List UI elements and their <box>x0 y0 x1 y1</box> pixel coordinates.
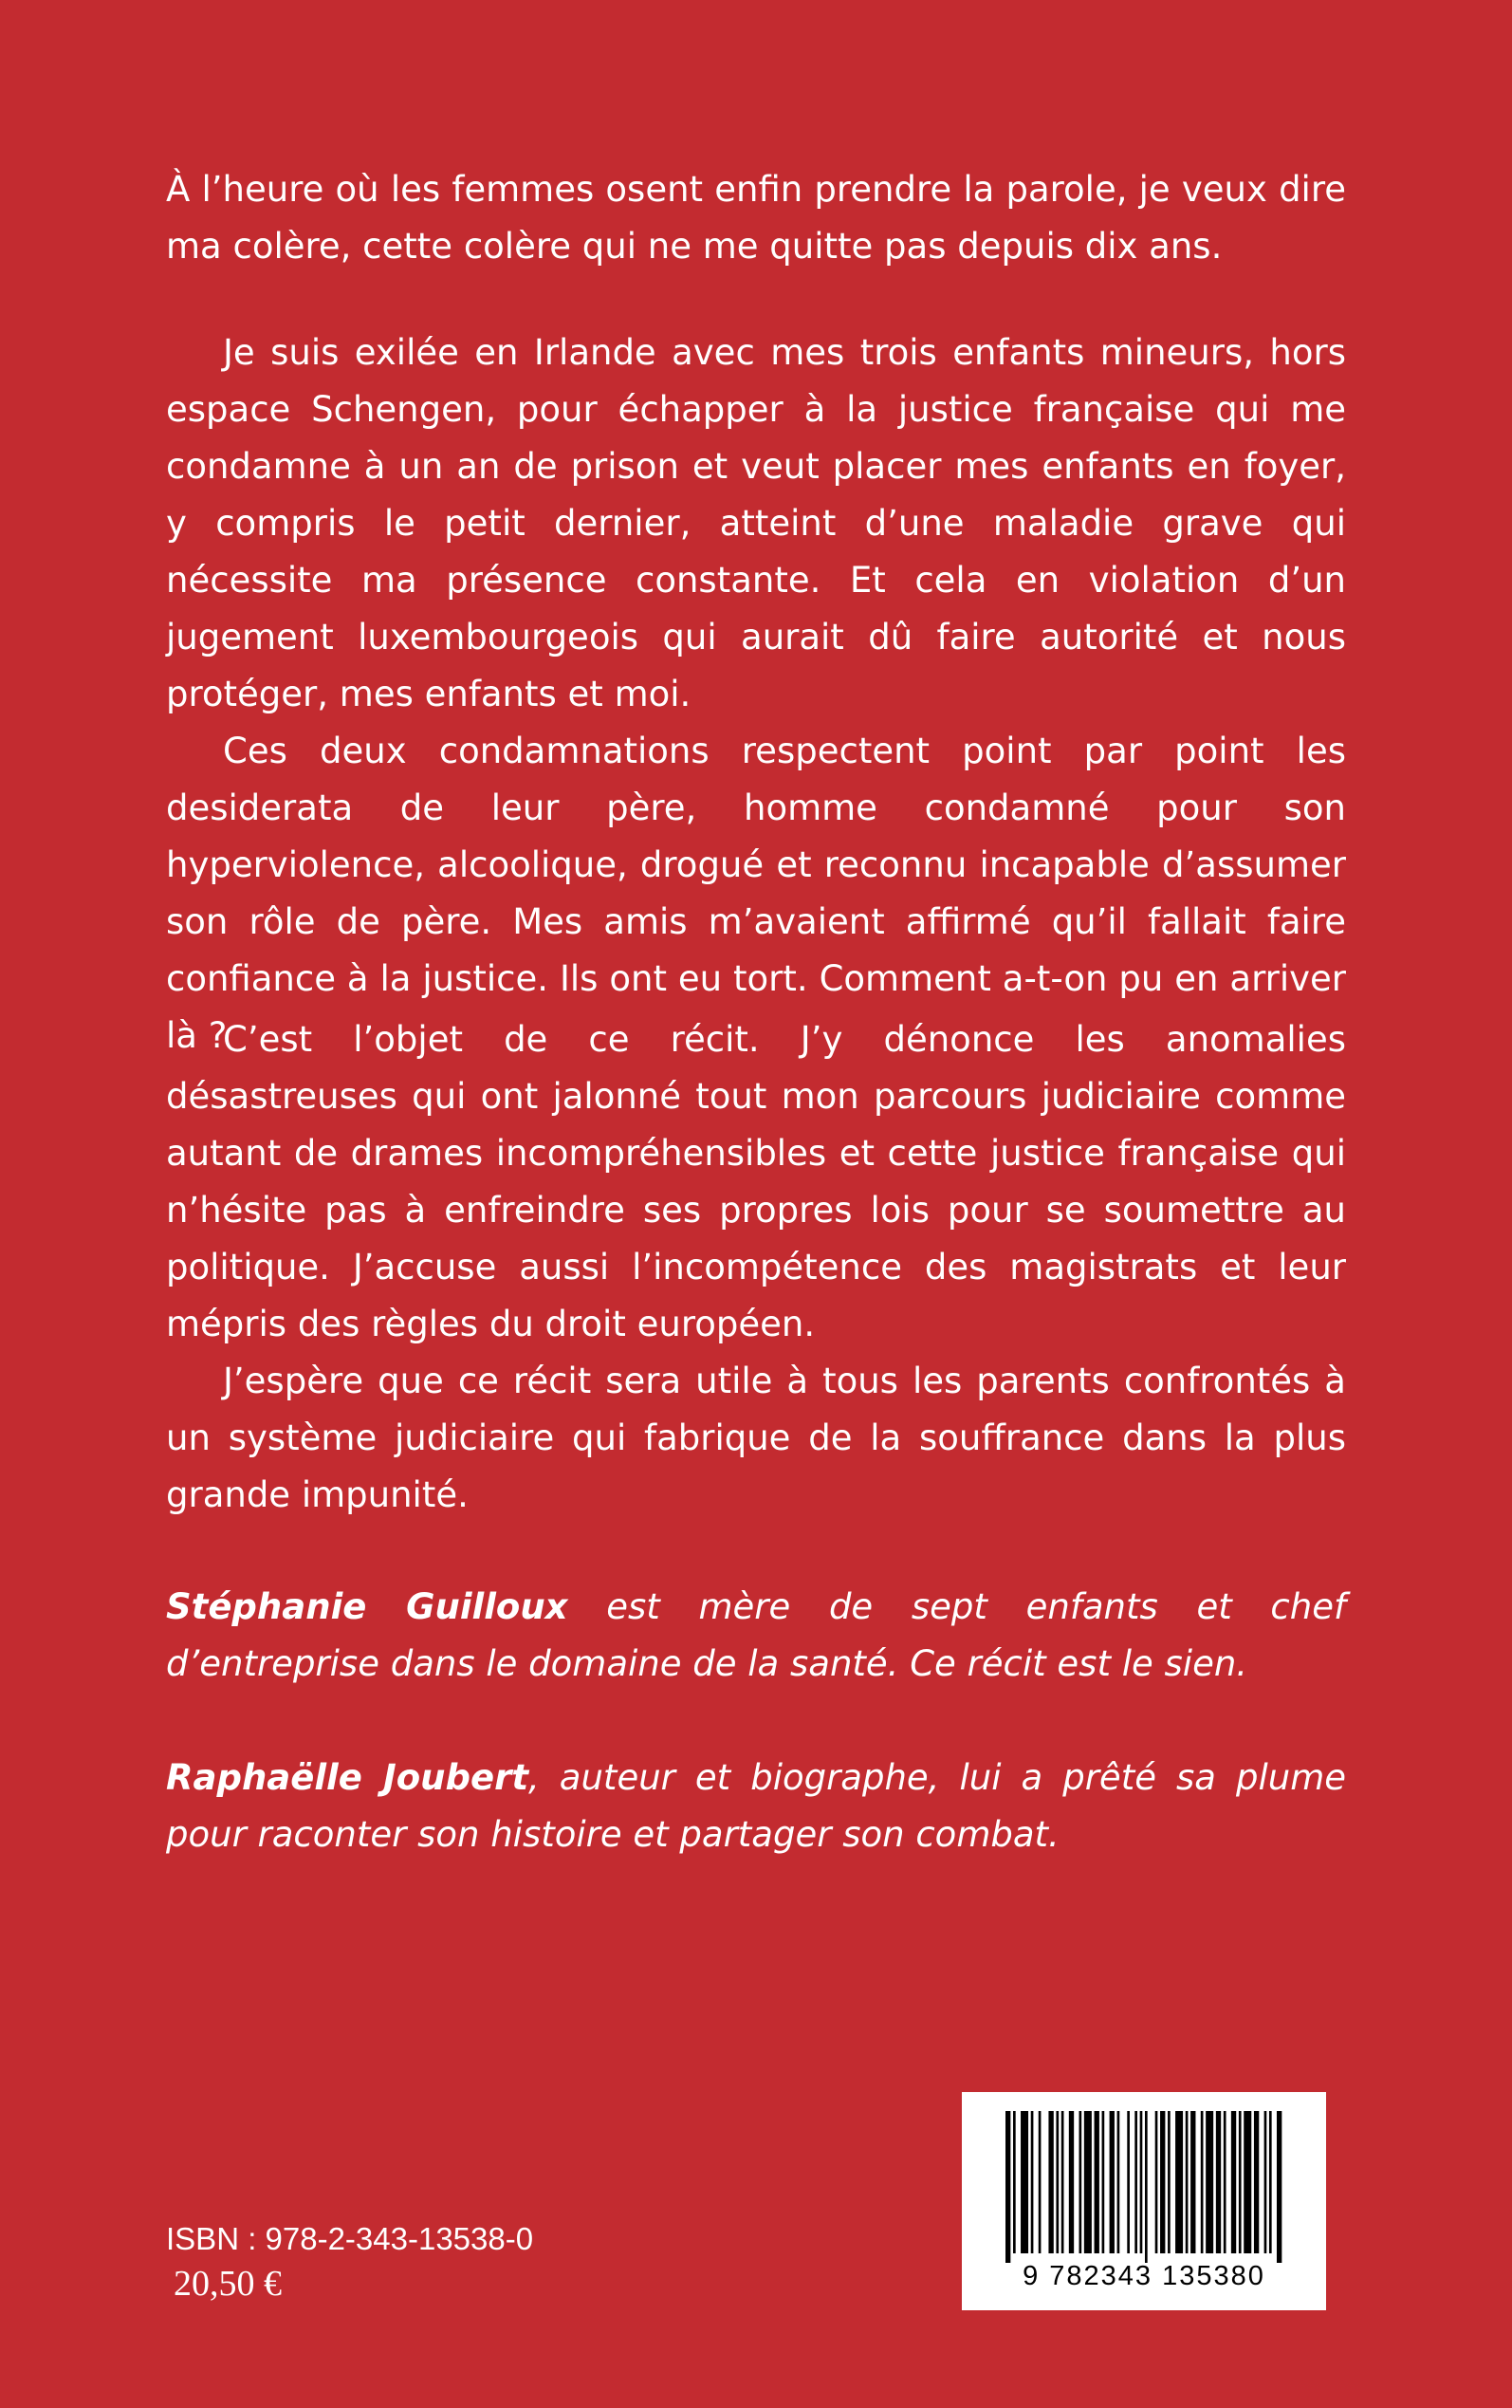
condemnation-paragraph: Ces deux condamnations respectent point par point les desiderata de leur père, homme condamné pour son hyperviolence, alcoolique, drogué et reconnu incapable d’assumer son rôle de père. Mes amis m’avaient affirmé qu’il fallait faire confiance à la justice. Ils ont eu tort. Comment a-t-on pu en arriver là ? <box>166 731 1346 1056</box>
barcode-bar <box>1127 2111 1130 2253</box>
barcode-bar <box>1005 2111 1010 2263</box>
hope-paragraph: J’espère que ce récit sera utile à tous les parents confrontés à un système judiciaire qui fabrique de la souffrance dans la plus grande impunité. <box>166 1361 1346 1515</box>
author1-bio <box>166 1579 1346 1693</box>
barcode-bar <box>1117 2111 1120 2253</box>
barcode-bar <box>1186 2111 1189 2253</box>
barcode-bar <box>1110 2111 1115 2253</box>
barcode-bar <box>1264 2111 1267 2253</box>
barcode-bar <box>1155 2111 1158 2253</box>
barcode-bar <box>1069 2111 1074 2253</box>
barcode-bar <box>1013 2111 1016 2253</box>
barcode-bar <box>1160 2111 1165 2253</box>
barcode-bar <box>1140 2111 1143 2253</box>
author2-name: Raphaëlle Joubert <box>166 1757 529 1798</box>
barcode-bar <box>1224 2111 1226 2253</box>
author2-bio-block <box>166 1750 1346 1863</box>
barcode-bar <box>1206 2111 1213 2253</box>
barcode-bar <box>1254 2111 1259 2253</box>
isbn-text: ISBN : 978-2-343-13538-0 <box>166 2221 534 2256</box>
exile-section <box>166 324 1346 1065</box>
barcode-bar <box>1190 2111 1195 2253</box>
intro-paragraph-block <box>166 161 1346 275</box>
barcode-bar <box>1061 2111 1064 2253</box>
barcode-bar <box>1201 2111 1204 2253</box>
barcode-digits: 9 782343 135380 <box>1023 2261 1265 2291</box>
barcode-bar <box>1021 2111 1028 2253</box>
barcode-bar <box>1231 2111 1236 2253</box>
barcode-bar <box>1134 2111 1137 2253</box>
barcode-bar <box>1095 2111 1099 2253</box>
barcode-bar <box>1102 2111 1105 2253</box>
barcode <box>962 2092 1326 2310</box>
price-text: 20,50 € <box>174 2264 282 2304</box>
recit-paragraph: C’est l’objet de ce récit. J’y dénonce les anomalies désastreuses qui ont jalonné tout mon parcours judiciaire comme autant de drames incompréhensibles et cette justice française qui n’hésite pas à enfreindre ses propres lois pour se soumettre au politique. J’accuse aussi l’incompétence des magistrats et leur mépris des règles du droit européen. <box>166 1019 1346 1344</box>
barcode-bar <box>1084 2111 1092 2253</box>
author1-description: est mère de sept enfants et chef d’entreprise dans le domaine de la santé. Ce récit est le sien. <box>166 1586 1346 1684</box>
barcode-bar <box>1048 2111 1053 2253</box>
barcode-bar <box>1277 2111 1282 2263</box>
barcode-bar <box>1031 2111 1034 2253</box>
barcode-bar <box>1079 2111 1082 2253</box>
barcode-bar <box>1145 2111 1148 2263</box>
intro-paragraph: À l’heure où les femmes osent enfin prendre la parole, je veux dire ma colère, cette colère qui ne me quitte pas depuis dix ans. <box>166 169 1346 267</box>
author2-bio <box>166 1750 1346 1863</box>
recit-section <box>166 1011 1346 1524</box>
barcode-bar <box>1244 2111 1251 2253</box>
exile-paragraph: Je suis exilée en Irlande avec mes trois enfants mineurs, hors espace Schengen, pour échapper à la justice française qui me condamne à un an de prison et veut placer mes enfants en foyer, y compris le petit dernier, atteint d’une maladie grave qui nécessite ma présence constante. Et cela en violation d’un jugement luxembourgeois qui aurait dû faire autorité et nous protéger, mes enfants et moi. <box>166 332 1346 714</box>
barcode-bar <box>1168 2111 1171 2253</box>
barcode-bar <box>1039 2111 1042 2253</box>
barcode-bar <box>1175 2111 1183 2253</box>
author2-description: , auteur et biographe, lui a prêté sa plume pour raconter son histoire et partager son combat. <box>166 1757 1346 1855</box>
barcode-bar <box>1239 2111 1242 2253</box>
barcode-bar <box>1269 2111 1272 2253</box>
barcode-bar <box>1056 2111 1059 2253</box>
barcode-bar <box>1216 2111 1221 2253</box>
author1-bio-block <box>166 1579 1346 1693</box>
author1-name: Stéphanie Guilloux <box>166 1586 568 1627</box>
